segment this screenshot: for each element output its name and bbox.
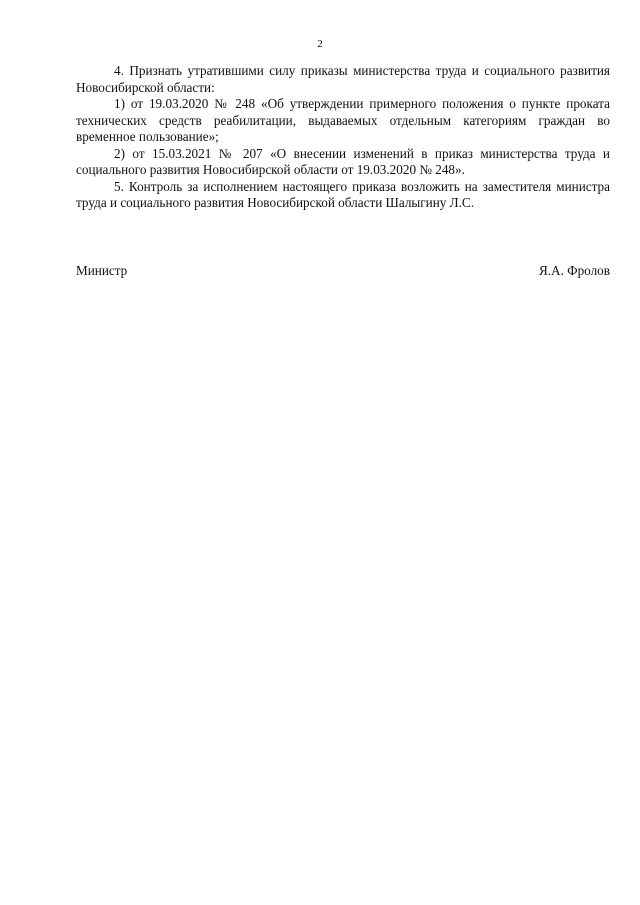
signature-block	[76, 263, 610, 280]
signatory-name: Я.А. Фролов	[538, 263, 610, 278]
paragraph-subitem-4-1: 1) от 19.03.2020 № 248 «Об утверждении примерного положения о пункте проката технических средств реабилитации, выдаваемых отдельным категориям граждан во временное пользование»;	[76, 96, 610, 144]
paragraph-subitem-4-2: 2) от 15.03.2021 № 207 «О внесении изменений в приказ министерства труда и социального развития Новосибирской области от 19.03.2020 № 248».	[76, 145, 610, 177]
signatory-position: Министр	[76, 263, 128, 278]
paragraph-item-4: 4. Признать утратившими силу приказы министерства труда и социального развития Новосибирской области:	[76, 63, 610, 95]
page-number: 2	[317, 38, 323, 50]
paragraph-item-5: 5. Контроль за исполнением настоящего приказа возложить на заместителя министра труда и социального развития Новосибирской области Шалыгину Л.С.	[76, 178, 610, 210]
document-body	[76, 63, 610, 212]
